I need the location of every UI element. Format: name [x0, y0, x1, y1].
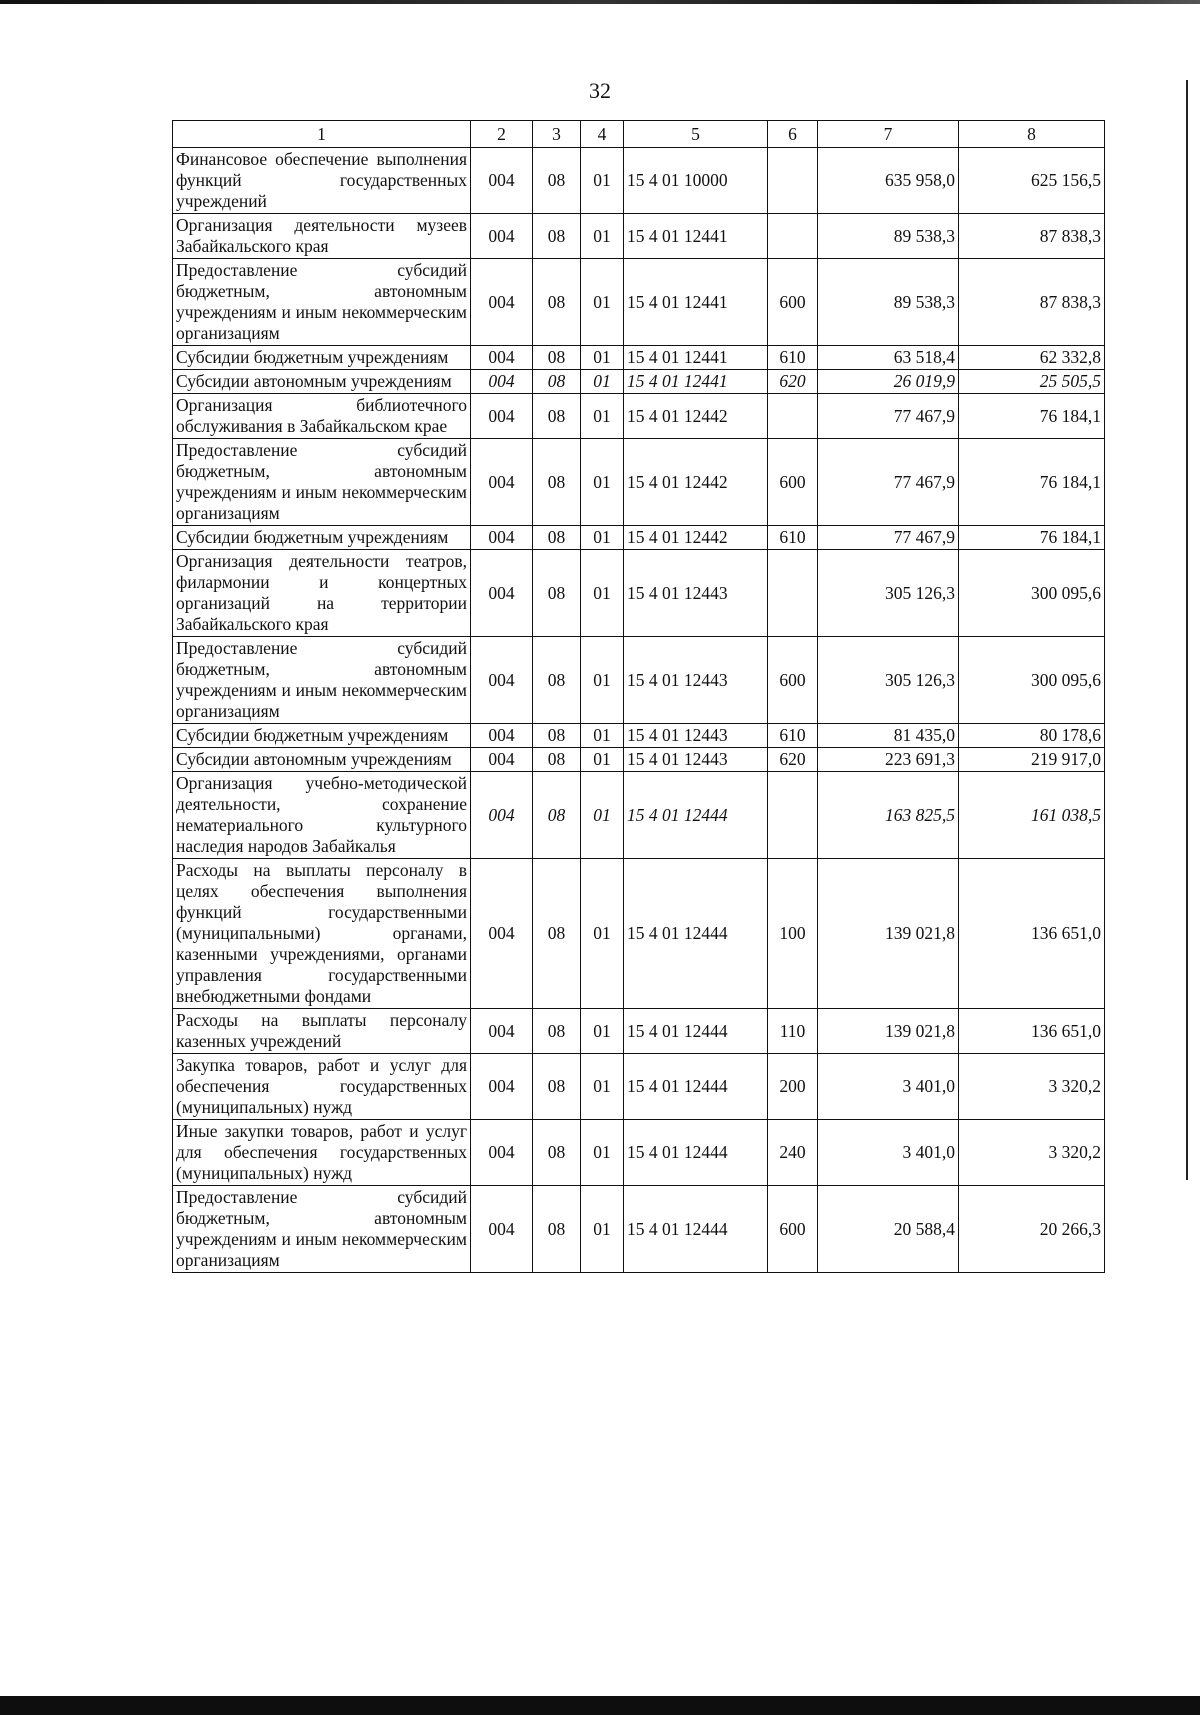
- expense-type-cell: 600: [768, 259, 818, 346]
- table-row: [173, 859, 1105, 1009]
- column-header: 1: [173, 121, 471, 148]
- subsection-code-cell: 01: [581, 748, 624, 772]
- table-row: [173, 1054, 1105, 1120]
- expense-type-cell: [768, 772, 818, 859]
- amount-year1-cell: 20 588,4: [818, 1186, 959, 1273]
- target-article-cell: 15 4 01 12442: [624, 394, 768, 439]
- expense-name-cell: Субсидии бюджетным учреждениям: [173, 346, 471, 370]
- expense-type-cell: 200: [768, 1054, 818, 1120]
- table-row: [173, 637, 1105, 724]
- column-header: 2: [471, 121, 533, 148]
- subsection-code-cell: 01: [581, 1186, 624, 1273]
- section-code-cell: 08: [533, 1120, 581, 1186]
- section-code-cell: 08: [533, 214, 581, 259]
- section-code-cell: 08: [533, 1054, 581, 1120]
- target-article-cell: 15 4 01 12442: [624, 526, 768, 550]
- scan-edge-bottom: [0, 1696, 1200, 1715]
- amount-year2-cell: 80 178,6: [959, 724, 1105, 748]
- ministry-code-cell: 004: [471, 1054, 533, 1120]
- amount-year1-cell: 77 467,9: [818, 394, 959, 439]
- section-code-cell: 08: [533, 859, 581, 1009]
- subsection-code-cell: 01: [581, 1120, 624, 1186]
- ministry-code-cell: 004: [471, 394, 533, 439]
- target-article-cell: 15 4 01 12443: [624, 550, 768, 637]
- amount-year1-cell: 635 958,0: [818, 148, 959, 214]
- amount-year1-cell: 163 825,5: [818, 772, 959, 859]
- amount-year2-cell: 76 184,1: [959, 526, 1105, 550]
- amount-year2-cell: 62 332,8: [959, 346, 1105, 370]
- subsection-code-cell: 01: [581, 1054, 624, 1120]
- expense-name-cell: Предоставление субсидий бюджетным, автономным учреждениям и иным некоммерческим организациям: [173, 637, 471, 724]
- expense-name-cell: Организация библиотечного обслуживания в Забайкальском крае: [173, 394, 471, 439]
- section-code-cell: 08: [533, 148, 581, 214]
- expense-type-cell: 610: [768, 526, 818, 550]
- expense-type-cell: [768, 394, 818, 439]
- budget-table: [172, 120, 1105, 1273]
- column-header: 7: [818, 121, 959, 148]
- subsection-code-cell: 01: [581, 1009, 624, 1054]
- amount-year1-cell: 139 021,8: [818, 1009, 959, 1054]
- subsection-code-cell: 01: [581, 259, 624, 346]
- expense-name-cell: Расходы на выплаты персоналу казенных учреждений: [173, 1009, 471, 1054]
- table-body: [173, 148, 1105, 1273]
- amount-year2-cell: 87 838,3: [959, 259, 1105, 346]
- ministry-code-cell: 004: [471, 439, 533, 526]
- section-code-cell: 08: [533, 772, 581, 859]
- amount-year2-cell: 625 156,5: [959, 148, 1105, 214]
- subsection-code-cell: 01: [581, 550, 624, 637]
- target-article-cell: 15 4 01 12444: [624, 1009, 768, 1054]
- amount-year1-cell: 89 538,3: [818, 214, 959, 259]
- expense-name-cell: Субсидии автономным учреждениям: [173, 370, 471, 394]
- expense-type-cell: 240: [768, 1120, 818, 1186]
- amount-year2-cell: 300 095,6: [959, 637, 1105, 724]
- target-article-cell: 15 4 01 12443: [624, 724, 768, 748]
- column-header: 6: [768, 121, 818, 148]
- amount-year2-cell: 76 184,1: [959, 394, 1105, 439]
- amount-year2-cell: 87 838,3: [959, 214, 1105, 259]
- expense-type-cell: 620: [768, 370, 818, 394]
- expense-name-cell: Организация деятельности театров, филармонии и концертных организаций на территории Забайкальского края: [173, 550, 471, 637]
- expense-type-cell: 110: [768, 1009, 818, 1054]
- subsection-code-cell: 01: [581, 214, 624, 259]
- subsection-code-cell: 01: [581, 772, 624, 859]
- expense-name-cell: Предоставление субсидий бюджетным, автономным учреждениям и иным некоммерческим организациям: [173, 439, 471, 526]
- column-header: 4: [581, 121, 624, 148]
- expense-type-cell: 610: [768, 346, 818, 370]
- section-code-cell: 08: [533, 370, 581, 394]
- expense-name-cell: Иные закупки товаров, работ и услуг для обеспечения государственных (муниципальных) нужд: [173, 1120, 471, 1186]
- target-article-cell: 15 4 01 12444: [624, 772, 768, 859]
- expense-name-cell: Субсидии бюджетным учреждениям: [173, 526, 471, 550]
- target-article-cell: 15 4 01 12441: [624, 214, 768, 259]
- expense-type-cell: 610: [768, 724, 818, 748]
- section-code-cell: 08: [533, 1186, 581, 1273]
- subsection-code-cell: 01: [581, 346, 624, 370]
- subsection-code-cell: 01: [581, 439, 624, 526]
- table-row: [173, 1120, 1105, 1186]
- section-code-cell: 08: [533, 439, 581, 526]
- table-row: [173, 148, 1105, 214]
- amount-year1-cell: 223 691,3: [818, 748, 959, 772]
- amount-year1-cell: 139 021,8: [818, 859, 959, 1009]
- table-row: [173, 724, 1105, 748]
- ministry-code-cell: 004: [471, 259, 533, 346]
- expense-name-cell: Предоставление субсидий бюджетным, автономным учреждениям и иным некоммерческим организациям: [173, 1186, 471, 1273]
- page-number: 32: [589, 78, 611, 103]
- ministry-code-cell: 004: [471, 346, 533, 370]
- subsection-code-cell: 01: [581, 370, 624, 394]
- expense-name-cell: Субсидии автономным учреждениям: [173, 748, 471, 772]
- section-code-cell: 08: [533, 1009, 581, 1054]
- table-row: [173, 1009, 1105, 1054]
- amount-year2-cell: 3 320,2: [959, 1054, 1105, 1120]
- ministry-code-cell: 004: [471, 1120, 533, 1186]
- column-header: 3: [533, 121, 581, 148]
- amount-year2-cell: 136 651,0: [959, 1009, 1105, 1054]
- section-code-cell: 08: [533, 259, 581, 346]
- subsection-code-cell: 01: [581, 724, 624, 748]
- expense-type-cell: [768, 550, 818, 637]
- amount-year2-cell: 20 266,3: [959, 1186, 1105, 1273]
- amount-year2-cell: 136 651,0: [959, 859, 1105, 1009]
- amount-year1-cell: 77 467,9: [818, 526, 959, 550]
- expense-type-cell: [768, 214, 818, 259]
- target-article-cell: 15 4 01 12441: [624, 370, 768, 394]
- ministry-code-cell: 004: [471, 148, 533, 214]
- target-article-cell: 15 4 01 12441: [624, 259, 768, 346]
- expense-name-cell: Предоставление субсидий бюджетным, автономным учреждениям и иным некоммерческим организациям: [173, 259, 471, 346]
- target-article-cell: 15 4 01 12444: [624, 1054, 768, 1120]
- section-code-cell: 08: [533, 526, 581, 550]
- table-row: [173, 1186, 1105, 1273]
- amount-year1-cell: 3 401,0: [818, 1054, 959, 1120]
- table-row: [173, 394, 1105, 439]
- expense-name-cell: Субсидии бюджетным учреждениям: [173, 724, 471, 748]
- section-code-cell: 08: [533, 748, 581, 772]
- table-row: [173, 550, 1105, 637]
- amount-year1-cell: 3 401,0: [818, 1120, 959, 1186]
- amount-year1-cell: 305 126,3: [818, 637, 959, 724]
- table-row: [173, 748, 1105, 772]
- amount-year2-cell: 300 095,6: [959, 550, 1105, 637]
- ministry-code-cell: 004: [471, 772, 533, 859]
- subsection-code-cell: 01: [581, 394, 624, 439]
- amount-year1-cell: 89 538,3: [818, 259, 959, 346]
- amount-year2-cell: 3 320,2: [959, 1120, 1105, 1186]
- table-row: [173, 259, 1105, 346]
- amount-year1-cell: 63 518,4: [818, 346, 959, 370]
- scan-edge-top: [0, 0, 1200, 4]
- amount-year2-cell: 219 917,0: [959, 748, 1105, 772]
- amount-year2-cell: 76 184,1: [959, 439, 1105, 526]
- ministry-code-cell: 004: [471, 526, 533, 550]
- expense-name-cell: Расходы на выплаты персоналу в целях обеспечения выполнения функций государственными (муниципальными) органами, казенными учреждениями, органами управления государственными внебюджетными фондами: [173, 859, 471, 1009]
- subsection-code-cell: 01: [581, 859, 624, 1009]
- ministry-code-cell: 004: [471, 637, 533, 724]
- column-header: 5: [624, 121, 768, 148]
- amount-year2-cell: 25 505,5: [959, 370, 1105, 394]
- target-article-cell: 15 4 01 12444: [624, 859, 768, 1009]
- table-row: [173, 439, 1105, 526]
- ministry-code-cell: 004: [471, 1186, 533, 1273]
- section-code-cell: 08: [533, 550, 581, 637]
- ministry-code-cell: 004: [471, 724, 533, 748]
- expense-type-cell: 600: [768, 637, 818, 724]
- section-code-cell: 08: [533, 346, 581, 370]
- target-article-cell: 15 4 01 12442: [624, 439, 768, 526]
- column-header: 8: [959, 121, 1105, 148]
- table-row: [173, 370, 1105, 394]
- section-code-cell: 08: [533, 394, 581, 439]
- target-article-cell: 15 4 01 12444: [624, 1186, 768, 1273]
- amount-year2-cell: 161 038,5: [959, 772, 1105, 859]
- amount-year1-cell: 305 126,3: [818, 550, 959, 637]
- amount-year1-cell: 26 019,9: [818, 370, 959, 394]
- expense-type-cell: 600: [768, 439, 818, 526]
- ministry-code-cell: 004: [471, 859, 533, 1009]
- table-row: [173, 214, 1105, 259]
- expense-type-cell: [768, 148, 818, 214]
- ministry-code-cell: 004: [471, 550, 533, 637]
- target-article-cell: 15 4 01 12443: [624, 748, 768, 772]
- expense-type-cell: 620: [768, 748, 818, 772]
- expense-name-cell: Финансовое обеспечение выполнения функций государственных учреждений: [173, 148, 471, 214]
- section-code-cell: 08: [533, 637, 581, 724]
- expense-name-cell: Организация деятельности музеев Забайкальского края: [173, 214, 471, 259]
- ministry-code-cell: 004: [471, 1009, 533, 1054]
- table-row: [173, 772, 1105, 859]
- table-row: [173, 526, 1105, 550]
- section-code-cell: 08: [533, 724, 581, 748]
- amount-year1-cell: 77 467,9: [818, 439, 959, 526]
- expense-type-cell: 600: [768, 1186, 818, 1273]
- ministry-code-cell: 004: [471, 370, 533, 394]
- expense-type-cell: 100: [768, 859, 818, 1009]
- target-article-cell: 15 4 01 12441: [624, 346, 768, 370]
- target-article-cell: 15 4 01 10000: [624, 148, 768, 214]
- expense-name-cell: Организация учебно-методической деятельности, сохранение нематериального культурного наследия народов Забайкалья: [173, 772, 471, 859]
- target-article-cell: 15 4 01 12444: [624, 1120, 768, 1186]
- subsection-code-cell: 01: [581, 526, 624, 550]
- target-article-cell: 15 4 01 12443: [624, 637, 768, 724]
- ministry-code-cell: 004: [471, 214, 533, 259]
- table-row: [173, 346, 1105, 370]
- subsection-code-cell: 01: [581, 637, 624, 724]
- amount-year1-cell: 81 435,0: [818, 724, 959, 748]
- ministry-code-cell: 004: [471, 748, 533, 772]
- expense-name-cell: Закупка товаров, работ и услуг для обеспечения государственных (муниципальных) нужд: [173, 1054, 471, 1120]
- header-row: [173, 121, 1105, 148]
- subsection-code-cell: 01: [581, 148, 624, 214]
- scan-edge-right: [1186, 80, 1188, 1180]
